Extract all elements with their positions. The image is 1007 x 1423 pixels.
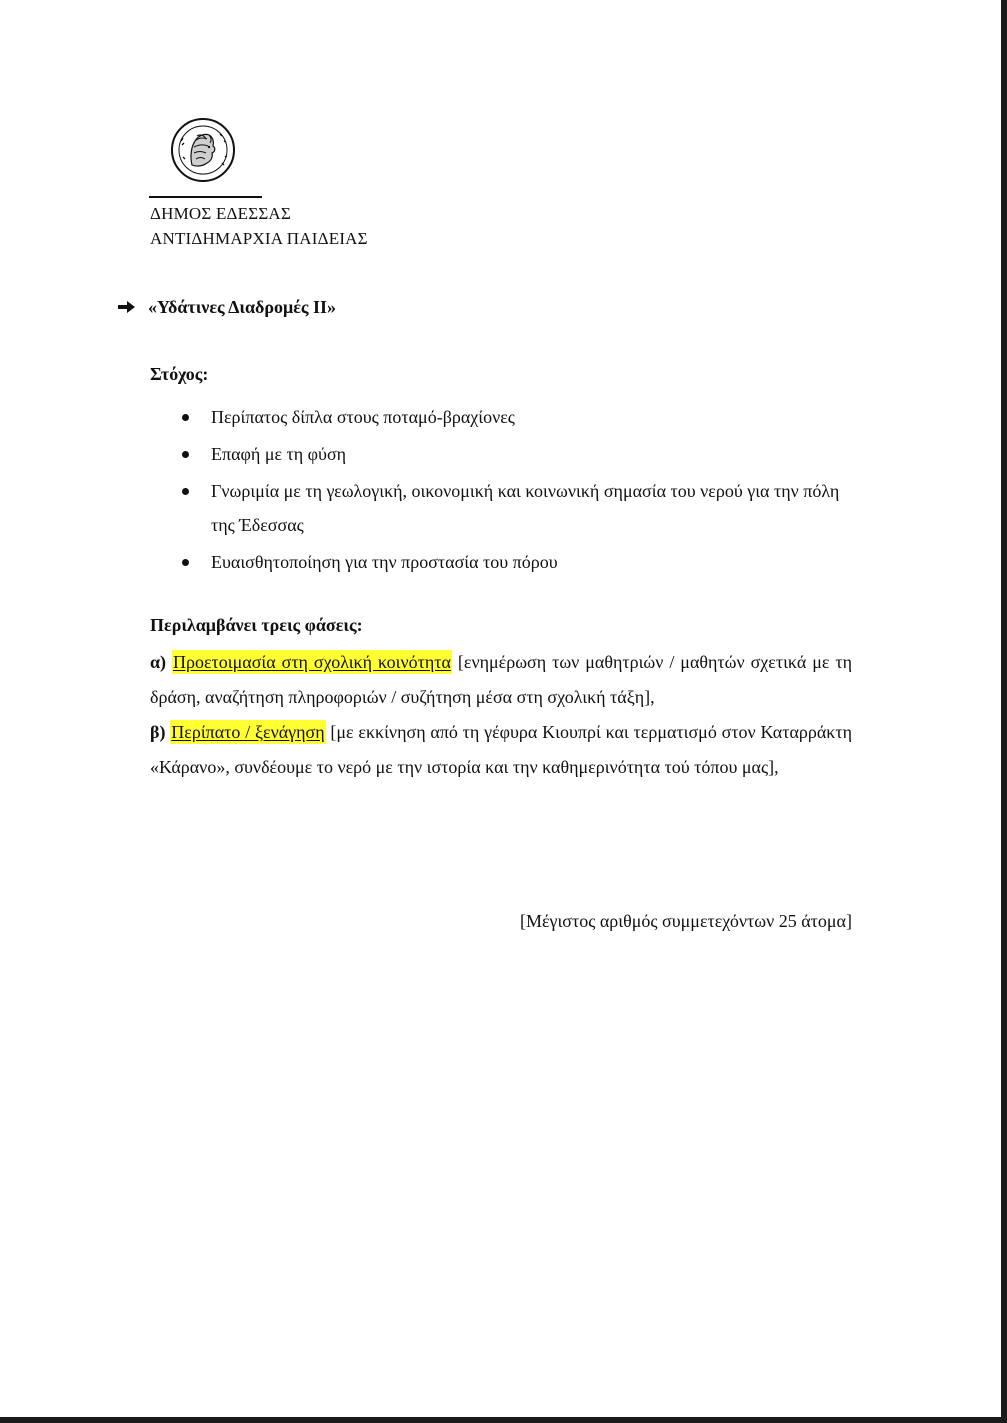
goals-heading: Στόχος: xyxy=(150,364,209,384)
phase-highlight: Περίπατο / ξενάγηση xyxy=(171,722,325,742)
list-item xyxy=(150,474,852,542)
phases-heading: Περιλαμβάνει τρεις φάσεις: xyxy=(150,615,363,635)
program-title: «Υδάτινες Διαδρομές ΙΙ» xyxy=(148,296,337,317)
header-rule xyxy=(149,196,262,198)
goal-text: Γνωριμία με τη γεωλογική, οικονομική και κοινωνική σημασία του νερού για την πόλη της Έδεσσας xyxy=(211,481,840,535)
phase-highlight: Προετοιμασία στη σχολική κοινότητα xyxy=(173,652,451,672)
organization-name: ΔΗΜΟΣ ΕΔΕΣΣΑΣ xyxy=(150,204,292,223)
bullet-icon xyxy=(182,414,189,421)
list-item xyxy=(150,545,852,579)
title-row xyxy=(117,294,336,320)
max-participants-note: [Μέγιστος αριθμός συμμετεχόντων 25 άτομα] xyxy=(519,911,852,931)
phase-letter: β) xyxy=(150,722,166,742)
goal-text: Περίπατος δίπλα στους ποταμό-βραχίονες xyxy=(211,407,515,427)
phase-description: [ενημέρωση των μαθητριών / μαθητών σχετικά με τη δράση, αναζήτηση πληροφοριών / συζήτηση μέσα στη σχολική τάξη], xyxy=(150,652,852,707)
bullet-icon xyxy=(182,488,189,495)
bullet-icon xyxy=(182,559,189,566)
phase-item xyxy=(150,645,852,715)
department-name: ΑΝΤΙΔΗΜΑΡΧΙΑ ΠΑΙΔΕΙΑΣ xyxy=(150,229,368,248)
goals-list xyxy=(150,400,852,582)
phase-description: [με εκκίνηση από τη γέφυρα Κιουπρί και τερματισμό στον Καταρράκτη «Κάρανο», συνδέουμε το νερό με την ιστορία και την καθημερινότητα τού τόπου μας], xyxy=(150,722,853,777)
bullet-icon xyxy=(182,451,189,458)
phase-item xyxy=(150,715,852,785)
list-item xyxy=(150,437,852,471)
list-item xyxy=(150,400,852,434)
phase-letter: α) xyxy=(150,652,167,672)
right-arrow-icon xyxy=(117,300,136,314)
goal-text: Επαφή με τη φύση xyxy=(211,444,347,464)
goal-text: Ευαισθητοποίηση για την προστασία του πόρου xyxy=(211,552,558,572)
phases-body xyxy=(150,645,852,785)
municipal-seal-icon xyxy=(170,117,236,183)
